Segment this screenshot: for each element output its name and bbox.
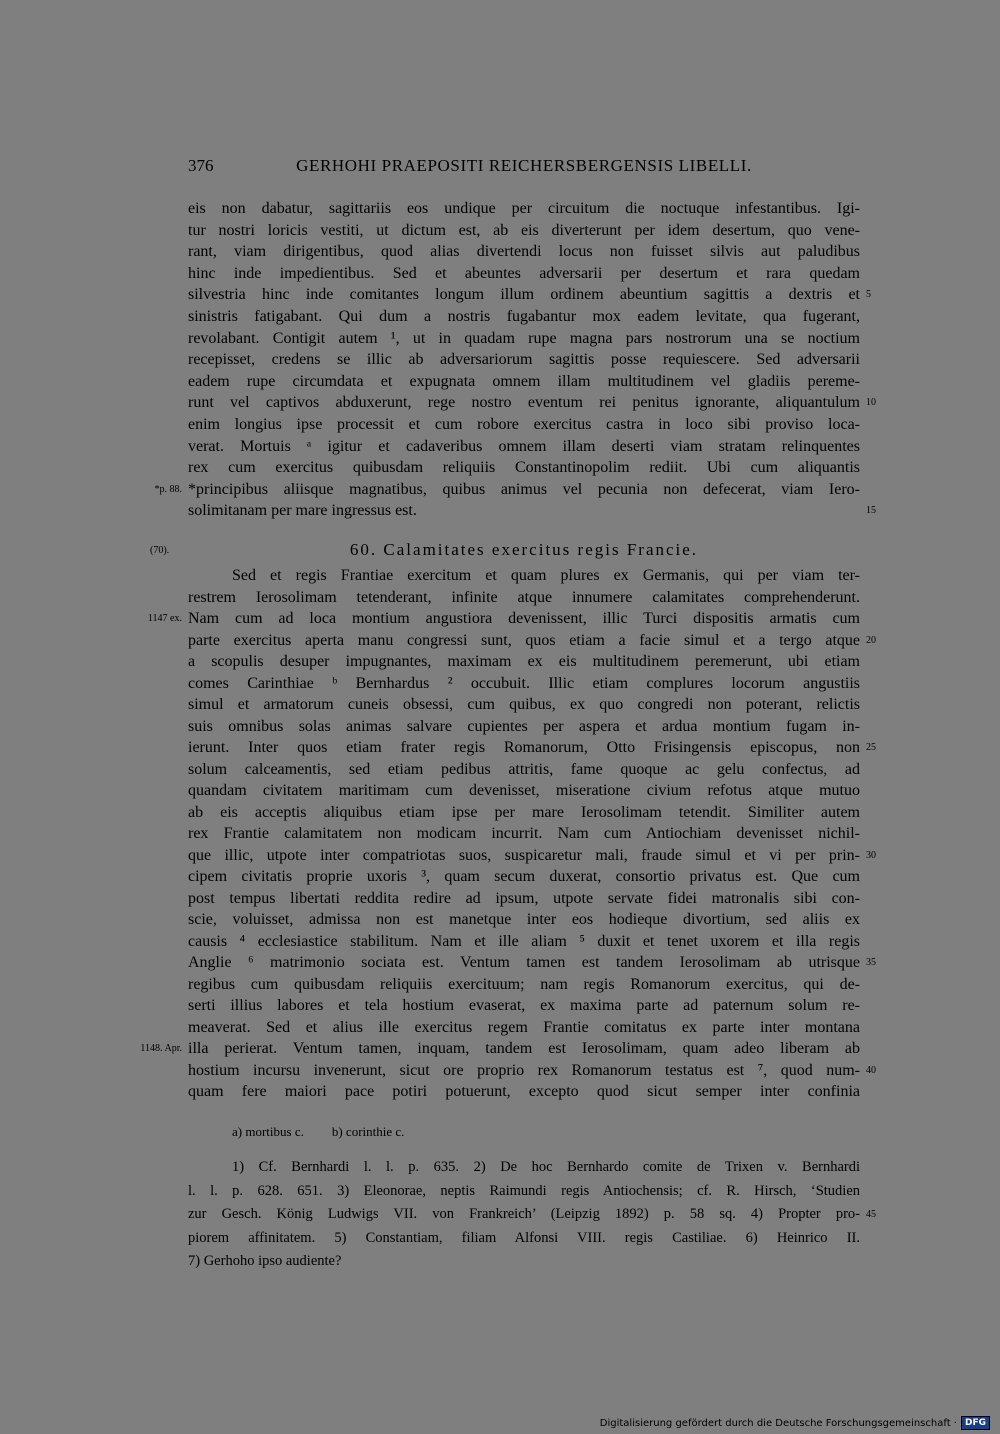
text-line: suis omnibus solas animas salvare cupientes per aspera et ardua montium fugam in- — [188, 717, 860, 735]
line-number: 25 — [866, 742, 876, 753]
text-line: restrem Ierosolimam tetenderant, infinite atque innumere calamitates comprehenderunt. — [188, 588, 860, 606]
text-line: causis ⁴ ecclesiastice stabilitum. Nam et ille aliam ⁵ duxit et tenet uxorem et illa regis — [188, 932, 860, 950]
page-number: 376 — [188, 156, 214, 175]
text-line: silvestria hinc inde comitantes longum illum ordinem abeuntium sagittis a dextris et — [188, 286, 860, 304]
text-line: illa perierat. Ventum tamen, inquam, tandem est Ierosolimam, quam adeo liberam ab — [188, 1040, 860, 1057]
text-line: a scopulis desuper impugnantes, maximam ex eis multitudinem peremerunt, ubi etiam — [188, 653, 860, 670]
text-line: solimitanam per mare ingressus est. — [188, 502, 417, 520]
line-number: 15 — [866, 505, 876, 517]
text-line: quam fere maiori pace potiri potuerunt, excepto quod sicut semper inter confinia — [188, 1083, 860, 1100]
text-line: recepisset, credens se illic ab adversariorum sagittis posse requiescere. Sed adversarii — [188, 351, 860, 369]
line-number: 20 — [866, 634, 876, 646]
dfg-logo: DFG — [961, 1416, 990, 1430]
chapter-heading: 60. Calamitates exercitus regis Francie. — [349, 540, 699, 559]
margin-note: 1147 ex. — [147, 613, 182, 624]
text-line: quandam civitatem maritimam cum devenisset, miseratione civium refotus atque mutuo — [188, 782, 860, 799]
footnote-line: 1) Cf. Bernhardi l. l. p. 635. 2) De hoc Bernhardo comite de Trixen v. Bernhardi — [232, 1159, 860, 1175]
line-number: 45 — [866, 1209, 876, 1220]
text-line: meaverat. Sed et alius ille exercitus regem Frantie comitatus ex parte inter montana — [188, 1018, 860, 1036]
text-line: hinc inde impedientibus. Sed et abeuntes adversarii per desertum et rara quedam — [188, 264, 860, 282]
text-line: Nam cum ad loca montium angustiora devenissent, illic Turci dispositis armatis cum — [188, 610, 860, 627]
text-line: verat. Mortuis ᵃ igitur et cadaveribus omnem illam deserti viam stratam relinquentes — [188, 437, 860, 455]
text-line: solum calceamentis, sed etiam pedibus attritis, fame quoque ac gelu confectus, ad — [188, 760, 860, 778]
text-line: scie, voluisset, admissa non est manetque inter eos hodieque divortium, sed aliis ex — [188, 911, 860, 928]
line-number: 5 — [866, 289, 871, 301]
text-line: revolabant. Contigit autem ¹, ut in quadam rupe magna pars nostrorum una se noctium — [188, 329, 860, 347]
line-number: 10 — [866, 397, 876, 409]
text-line: rant, viam dirigentibus, quod alias divertendi locus non fuisset silvis aut paludibus — [188, 243, 860, 261]
text-line: tur nostri loricis vestiti, ut dictum est, ab eis diverterunt per idem desertum, quo vene- — [188, 221, 860, 239]
footer-text: Digitalisierung gefördert durch die Deutsche Forschungsgemeinschaft · — [599, 1417, 957, 1429]
text-line: eadem rupe circumdata et expugnata omnem illam multitudinem vel gladiis pereme- — [188, 372, 860, 390]
chapter-tag: (70). — [150, 545, 170, 556]
text-line: *principibus aliisque magnatibus, quibus animus vel pecunia non defecerat, viam Iero- — [188, 480, 860, 498]
text-line: cipem civitatis proprie uxoris ³, quam secum duxerat, consortio privatus est. Que cum — [188, 868, 860, 885]
text-line: eis non dabatur, sagittariis eos undique per circuitum die noctuque infestantibus. Igi- — [188, 200, 860, 217]
text-line: comes Carinthiae ᵇ Bernhardus ² occubuit. Illic etiam complures locorum angustiis — [188, 674, 860, 692]
text-line: simul et armatorum cuneis obsessi, cum quibus, ex quo congredi non poterant, relictis — [188, 696, 860, 713]
text-line: rex cum exercitus quibusdam reliquiis Constantinopolim rediit. Ubi cum aliquantis — [188, 459, 860, 477]
text-line: hostium incursu invenerunt, sicut ore proprio rex Romanorum testatus est ⁷, quod num- — [188, 1061, 860, 1079]
footnote-line: l. l. p. 628. 651. 3) Eleonorae, neptis Raimundi regis Antiochensis; cf. R. Hirsch, ‘Studien — [188, 1182, 860, 1199]
footnote-line: piorem affinitatem. 5) Constantiam, filiam Alfonsi VIII. regis Castiliae. 6) Heinrico II. — [188, 1229, 860, 1246]
page-header — [188, 156, 860, 184]
line-number: 40 — [866, 1064, 876, 1076]
running-title: GERHOHI PRAEPOSITI REICHERSBERGENSIS LIBELLI. — [296, 156, 752, 175]
critical-apparatus — [232, 1124, 404, 1140]
footnote-line: zur Gesch. König Ludwigs VII. von Frankreich’ (Leipzig 1892) p. 58 sq. 4) Propter pro- — [188, 1206, 860, 1222]
text-line: ierunt. Inter quos etiam frater regis Romanorum, Otto Frisingensis episcopus, non — [188, 739, 860, 756]
text-line: post tempus libertati reddita redire ad ipsum, utpote servate fidei matronalis sibi con- — [188, 889, 860, 907]
text-line: sinistris fatigabant. Qui dum a nostris fugabantur mox eadem levitate, qua fugerant, — [188, 308, 860, 325]
text-line: ab eis acceptis aliquibus etiam ipse per mare Ierosolimam tetendit. Similiter autem — [188, 803, 860, 821]
margin-note: 1148. Apr. — [140, 1043, 182, 1054]
apparatus-note: a) mortibus c. — [232, 1124, 304, 1139]
line-number: 35 — [866, 957, 876, 968]
footnote-line: 7) Gerhoho ipso audiente? — [188, 1253, 342, 1269]
text-line: regibus cum quibusdam reliquiis exercituum; nam regis Romanorum exercitus, qui de- — [188, 975, 860, 993]
text-line: rex Frantie calamitatem non modicam incurrit. Nam cum Antiochiam devenisset nichil- — [188, 825, 860, 842]
margin-note: *p. 88. — [154, 483, 182, 495]
text-line: runt vel captivos abduxerunt, rege nostro eventum rei penitus ignorante, aliquantulum — [188, 394, 860, 412]
line-number: 30 — [866, 849, 876, 861]
text-line: serti illius labores et tela hostium evaserat, ex maxima parte ad paternum solum re- — [188, 997, 860, 1014]
text-line: parte exercitus aperta manu congressi sunt, quos etiam a facie simul et a tergo atque — [188, 631, 860, 649]
text-line: Sed et regis Frantiae exercitum et quam plures ex Germanis, qui per viam ter- — [232, 567, 860, 584]
text-line: Anglie ⁶ matrimonio sociata est. Ventum tamen est tandem Ierosolimam ab utrisque — [188, 954, 860, 971]
text-line: que illic, utpote inter compatriotas suos, suspicaretur mali, fraude simul et vi per prin- — [188, 846, 860, 864]
digitization-footer — [600, 1416, 990, 1430]
apparatus-note: b) corinthie c. — [331, 1124, 405, 1139]
text-line: enim longius ipse processit et cum robore exercitus castra in loco sibi proviso loca- — [188, 416, 860, 433]
